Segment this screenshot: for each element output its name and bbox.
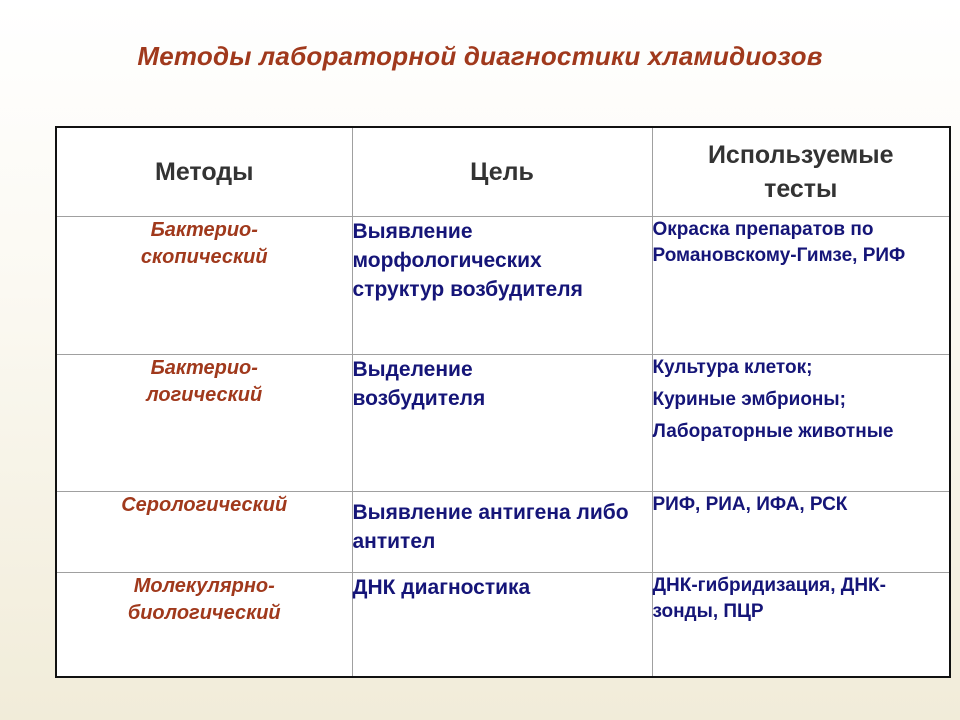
goal-cell: Выявление морфологических структур возбудителя [352,216,652,354]
tests-cell [652,216,950,354]
header-methods: Методы [56,127,352,216]
header-goal: Цель [352,127,652,216]
method-cell: Молекулярно- биологический [56,572,352,677]
tests-cell [652,354,950,491]
table-header-row [56,127,950,216]
page-title: Методы лабораторной диагностики хламидиозов [137,41,823,71]
table-row [56,491,950,572]
test-item: Лабораторные животные [652,420,894,442]
diagnostics-table [55,126,951,678]
method-cell: Бактерио- логический [56,354,352,491]
tests-cell [652,572,950,677]
goal-cell: ДНК диагностика [352,572,652,677]
method-cell: Бактерио- скопический [56,216,352,354]
test-item: Куриные эмбрионы; [652,388,846,410]
table-row [56,572,950,677]
goal-cell: Выявление антигена либо антител [352,491,652,572]
test-item: Окраска препаратов по Романовскому-Гимзе, РИФ [652,218,906,266]
header-tests: Используемые тесты [652,127,950,216]
test-item: Культура клеток; [652,356,813,378]
table-row [56,354,950,491]
goal-cell: Выделение возбудителя [352,354,652,491]
method-cell: Серологический [56,491,352,572]
test-item: РИФ, РИА, ИФА, РСК [652,493,848,515]
tests-cell [652,491,950,572]
table-row [56,216,950,354]
test-item: ДНК-гибридизация, ДНК-зонды, ПЦР [652,574,886,622]
